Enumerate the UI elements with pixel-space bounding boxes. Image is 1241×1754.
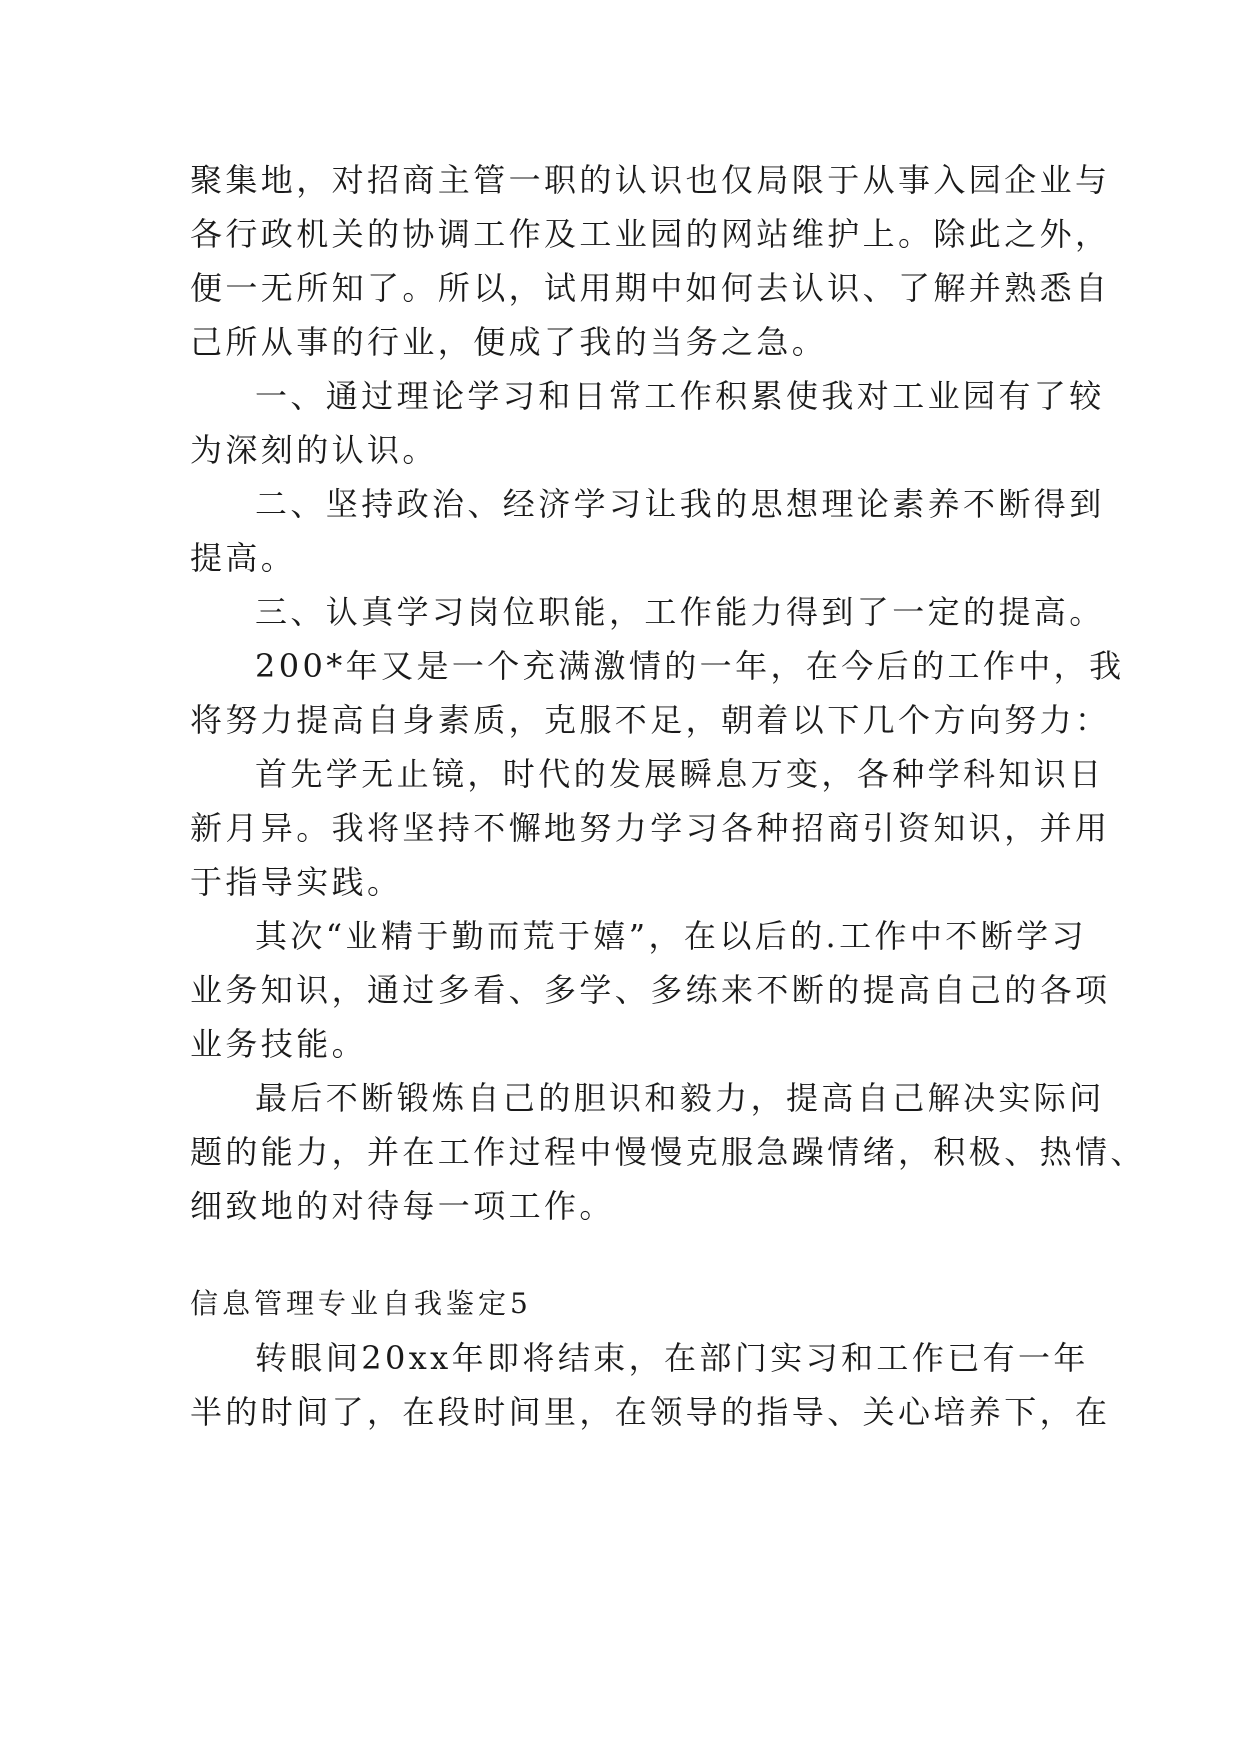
text-line: 业务知识，通过多看、多学、多练来不断的提高自己的各项 xyxy=(190,971,1111,1009)
text-line: 转眼间20xx年即将结束，在部门实习和工作已有一年 xyxy=(255,1339,1089,1377)
text-line: 其次“业精于勤而荒于嬉”，在以后的.工作中不断学习 xyxy=(255,917,1087,955)
text-line: 便一无所知了。所以，试用期中如何去认识、了解并熟悉自 xyxy=(190,269,1111,307)
text-line: 题的能力，并在工作过程中慢慢克服急躁情绪，积极、热情、 xyxy=(190,1133,1146,1171)
text-line: 各行政机关的协调工作及工业园的网站维护上。除此之外， xyxy=(190,215,1111,253)
text-line: 提高。 xyxy=(190,539,297,577)
text-line: 细致地的对待每一项工作。 xyxy=(190,1187,615,1225)
text-line: 己所从事的行业，便成了我的当务之急。 xyxy=(190,323,828,361)
text-line: 将努力提高自身素质，克服不足，朝着以下几个方向努力： xyxy=(190,701,1111,739)
text-line: 200*年又是一个充满激情的一年，在今后的工作中，我 xyxy=(255,647,1125,685)
text-line: 业务技能。 xyxy=(190,1025,368,1063)
text-line: 半的时间了，在段时间里，在领导的指导、关心培养下，在 xyxy=(190,1393,1111,1431)
text-line: 一、通过理论学习和日常工作积累使我对工业园有了较 xyxy=(255,377,1105,415)
text-line: 二、坚持政治、经济学习让我的思想理论素养不断得到 xyxy=(255,485,1105,523)
text-line: 聚集地，对招商主管一职的认识也仅局限于从事入园企业与 xyxy=(190,161,1111,199)
text-line: 首先学无止镜，时代的发展瞬息万变，各种学科知识日 xyxy=(255,755,1105,793)
text-line: 三、认真学习岗位职能，工作能力得到了一定的提高。 xyxy=(255,593,1105,631)
text-line: 为深刻的认识。 xyxy=(190,431,438,469)
text-line: 新月异。我将坚持不懈地努力学习各种招商引资知识，并用 xyxy=(190,809,1111,847)
text-line: 于指导实践。 xyxy=(190,863,403,901)
section-heading: 信息管理专业自我鉴定5 xyxy=(190,1287,532,1320)
text-line: 最后不断锻炼自己的胆识和毅力，提高自己解决实际问 xyxy=(255,1079,1105,1117)
